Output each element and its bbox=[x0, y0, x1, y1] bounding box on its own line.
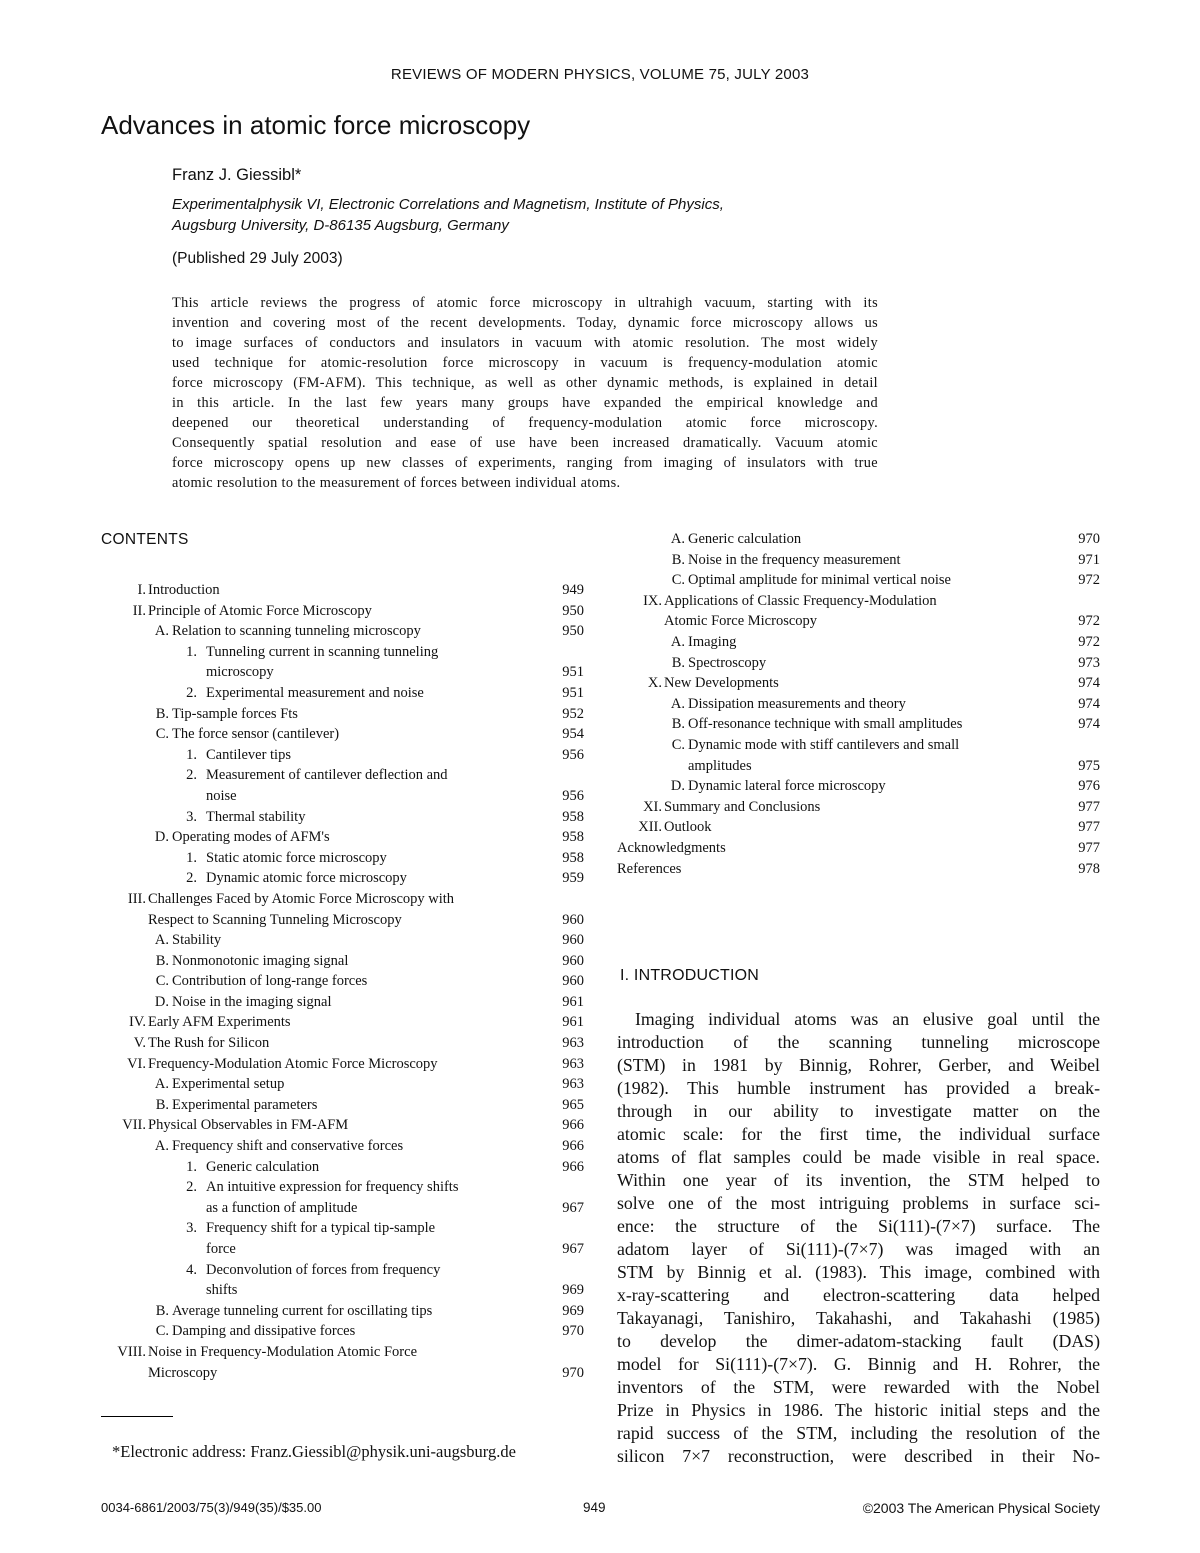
toc-entry-title: Frequency shift for a typical tip-sample bbox=[206, 1220, 436, 1237]
toc-entry-title: shifts bbox=[206, 1282, 238, 1299]
toc-entry-title: Noise in the imaging signal bbox=[172, 993, 332, 1010]
toc-entry-page: 974 bbox=[1078, 716, 1100, 733]
toc-entry-title: Acknowledgments bbox=[617, 839, 726, 856]
toc-entry-page: 975 bbox=[1078, 757, 1100, 774]
toc-entry-title: Generic calculation bbox=[206, 1158, 320, 1175]
toc-entry-title: Dissipation measurements and theory bbox=[688, 695, 906, 712]
toc-entry-page: 960 bbox=[562, 973, 584, 990]
abstract-line: Consequently spatial resolution and ease of use have been increased dramatically. Vacuum atomic bbox=[172, 435, 878, 451]
toc-entry-number: 1. bbox=[186, 849, 197, 866]
toc-entry-title: The Rush for Silicon bbox=[148, 1035, 270, 1052]
toc-entry[interactable] bbox=[617, 817, 1100, 838]
toc-entry-title: force bbox=[206, 1241, 236, 1257]
toc-entry-number: VIII. bbox=[117, 1343, 146, 1360]
toc-entry-title: Atomic Force Microscopy bbox=[664, 613, 818, 630]
toc-entry[interactable] bbox=[101, 1321, 584, 1342]
toc-entry-number: 2. bbox=[186, 870, 197, 887]
toc-entry[interactable] bbox=[101, 1177, 584, 1198]
toc-entry[interactable] bbox=[617, 653, 1100, 674]
toc-entry[interactable] bbox=[101, 1136, 584, 1157]
toc-entry[interactable] bbox=[101, 1260, 584, 1281]
toc-entry-number: 3. bbox=[186, 808, 197, 825]
toc-entry[interactable] bbox=[101, 930, 584, 951]
toc-entry-page: 951 bbox=[562, 664, 584, 681]
toc-entry-page: 961 bbox=[562, 993, 584, 1010]
toc-entry[interactable] bbox=[101, 848, 584, 869]
intro-line: Imaging individual atoms was an elusive goal until the bbox=[635, 1009, 1100, 1029]
toc-entry-title: Contribution of long-range forces bbox=[172, 973, 368, 990]
toc-entry-page: 960 bbox=[562, 952, 584, 969]
toc-entry[interactable] bbox=[101, 1054, 584, 1075]
intro-line: Takayanagi, Tanishiro, Takahashi, and Takahashi (1985) bbox=[617, 1308, 1100, 1328]
toc-entry[interactable] bbox=[101, 1074, 584, 1095]
toc-entry-page: 963 bbox=[562, 1035, 584, 1052]
toc-entry-page: 961 bbox=[562, 1014, 584, 1031]
toc-entry-title: Thermal stability bbox=[206, 808, 306, 825]
intro-line: adatom layer of Si(111)-(7×7) was imaged with an bbox=[617, 1239, 1100, 1259]
toc-entry-page: 973 bbox=[1078, 654, 1100, 671]
toc-entry-title: Dynamic atomic force microscopy bbox=[206, 870, 407, 887]
toc-entry-title: Spectroscopy bbox=[688, 654, 767, 671]
toc-entry-number: I. bbox=[137, 582, 146, 598]
toc-entry[interactable] bbox=[101, 1363, 584, 1384]
toc-entry-page: 972 bbox=[1078, 633, 1100, 650]
toc-entry-page: 951 bbox=[562, 684, 584, 701]
toc-entry-page: 960 bbox=[562, 932, 584, 949]
toc-entry[interactable] bbox=[101, 951, 584, 972]
toc-entry[interactable] bbox=[101, 868, 584, 889]
toc-entry[interactable] bbox=[617, 673, 1100, 694]
toc-entry-title: Tunneling current in scanning tunneling bbox=[206, 643, 439, 660]
abstract-line: deepened our theoretical understanding of frequency-modulation atomic force microscopy. bbox=[172, 415, 878, 431]
toc-entry-page: 972 bbox=[1078, 613, 1100, 630]
toc-entry-page: 970 bbox=[562, 1364, 584, 1381]
intro-line: ence: the structure of the Si(111)-(7×7) surface. The bbox=[617, 1216, 1100, 1236]
toc-entry-number: VII. bbox=[122, 1117, 146, 1134]
toc-entry-page: 970 bbox=[1078, 531, 1100, 547]
toc-entry-title: Experimental measurement and noise bbox=[206, 684, 424, 701]
toc-entry[interactable] bbox=[617, 714, 1100, 735]
intro-line: Within one year of its invention, the STM helped to bbox=[617, 1170, 1100, 1190]
toc-entry-number: C. bbox=[155, 726, 169, 743]
toc-entry[interactable] bbox=[101, 992, 584, 1013]
intro-line: atoms of flat samples could be made visible in real space. bbox=[617, 1147, 1100, 1167]
toc-entry-page: 960 bbox=[562, 911, 584, 928]
toc-entry[interactable] bbox=[617, 735, 1100, 756]
toc-entry-page: 965 bbox=[562, 1096, 584, 1113]
toc-entry[interactable] bbox=[101, 1301, 584, 1322]
abstract-line: to image surfaces of conductors and insulators in vacuum with atomic resolution. The most widely bbox=[172, 335, 878, 351]
toc-entry-title: Summary and Conclusions bbox=[664, 798, 821, 815]
toc-entry-page: 950 bbox=[562, 623, 584, 640]
toc-entry[interactable] bbox=[101, 1342, 584, 1363]
toc-entry-page: 949 bbox=[562, 582, 584, 598]
toc-entry-title: Outlook bbox=[664, 819, 712, 836]
toc-entry-title: Applications of Classic Frequency-Modulation bbox=[664, 592, 937, 609]
toc-entry[interactable] bbox=[101, 745, 584, 766]
toc-entry-number: A. bbox=[670, 633, 685, 650]
toc-entry-title: Relation to scanning tunneling microscopy bbox=[172, 623, 421, 640]
toc-entry[interactable] bbox=[101, 765, 584, 786]
toc-entry-page: 970 bbox=[562, 1323, 584, 1340]
toc-entry-page: 956 bbox=[562, 787, 584, 804]
toc-entry-page: 974 bbox=[1078, 695, 1100, 712]
toc-entry-page: 967 bbox=[562, 1241, 584, 1257]
toc-entry-number: X. bbox=[647, 675, 662, 692]
toc-entry-title: Stability bbox=[172, 932, 222, 949]
section-heading: I. INTRODUCTION bbox=[620, 967, 759, 984]
toc-entry-page: 963 bbox=[562, 1076, 584, 1093]
toc-entry-page: 974 bbox=[1078, 675, 1100, 692]
toc-entry-number: A. bbox=[670, 531, 685, 547]
contents-heading: CONTENTS bbox=[101, 531, 189, 548]
intro-line: (1982). This humble instrument has provided a break- bbox=[617, 1078, 1100, 1098]
abstract-line: used technique for atomic-resolution force microscopy in vacuum is frequency-modulation atomic bbox=[172, 355, 878, 371]
toc-entry[interactable] bbox=[101, 580, 584, 601]
toc-entry-page: 958 bbox=[562, 849, 584, 866]
toc-entry-title: Noise in Frequency-Modulation Atomic Force bbox=[148, 1343, 418, 1360]
toc-entry-title: The force sensor (cantilever) bbox=[172, 726, 340, 743]
abstract-line: force microscopy (FM-AFM). This technique, as well as other dynamic methods, is explained in detail bbox=[172, 375, 878, 391]
toc-entry-page: 963 bbox=[562, 1055, 584, 1072]
toc-entry-number: V. bbox=[133, 1035, 146, 1052]
intro-line: atomic scale: for the first time, the individual surface bbox=[617, 1124, 1100, 1144]
toc-entry-title: Early AFM Experiments bbox=[148, 1014, 291, 1031]
toc-entry-number: 2. bbox=[186, 684, 197, 701]
toc-entry-title: Noise in the frequency measurement bbox=[688, 551, 901, 568]
toc-entry[interactable] bbox=[101, 683, 584, 704]
toc-entry-page: 954 bbox=[562, 726, 584, 743]
toc-entry-number: D. bbox=[154, 993, 169, 1010]
abstract-line: force microscopy opens up new classes of experiments, ranging from imaging of insulators with true bbox=[172, 455, 878, 471]
toc-entry-number: XI. bbox=[643, 798, 662, 815]
toc-entry[interactable] bbox=[617, 756, 1100, 777]
toc-entry-number: A. bbox=[154, 1138, 169, 1155]
toc-entry-title: Frequency-Modulation Atomic Force Microscopy bbox=[148, 1055, 438, 1072]
toc-entry[interactable] bbox=[101, 1239, 584, 1260]
toc-entry[interactable] bbox=[617, 529, 1100, 550]
toc-entry-page: 976 bbox=[1078, 778, 1100, 795]
intro-line: Prize in Physics in 1986. The historic initial steps and the bbox=[617, 1400, 1100, 1420]
toc-entry[interactable] bbox=[101, 1280, 584, 1301]
author-name: Franz J. Giessibl* bbox=[172, 166, 302, 184]
toc-entry-title: Off-resonance technique with small amplitudes bbox=[688, 716, 963, 733]
toc-entry-title: as a function of amplitude bbox=[206, 1199, 358, 1216]
toc-entry-title: amplitudes bbox=[688, 757, 752, 774]
toc-entry-title: Respect to Scanning Tunneling Microscopy bbox=[148, 911, 402, 928]
toc-entry-number: A. bbox=[154, 1076, 169, 1093]
toc-entry-number: 1. bbox=[186, 746, 197, 763]
toc-entry-title: Microscopy bbox=[148, 1364, 218, 1381]
toc-entry-page: 977 bbox=[1078, 798, 1100, 815]
toc-entry[interactable] bbox=[101, 1115, 584, 1136]
toc-entry-number: VI. bbox=[127, 1055, 146, 1072]
toc-entry-title: Tip-sample forces Fts bbox=[172, 705, 298, 722]
toc-entry[interactable] bbox=[617, 591, 1100, 612]
toc-entry[interactable] bbox=[617, 611, 1100, 632]
toc-entry-number: B. bbox=[155, 952, 169, 969]
toc-entry-number: B. bbox=[155, 1096, 169, 1113]
toc-entry[interactable] bbox=[617, 859, 1100, 880]
toc-entry-page: 972 bbox=[1078, 572, 1100, 589]
toc-entry[interactable] bbox=[101, 601, 584, 622]
toc-entry-title: Physical Observables in FM-AFM bbox=[148, 1117, 349, 1134]
intro-line: silicon 7×7 reconstruction, were described in their No- bbox=[617, 1446, 1100, 1466]
toc-entry-title: Measurement of cantilever deflection and bbox=[206, 767, 448, 784]
affiliation-line: Experimentalphysik VI, Electronic Correlations and Magnetism, Institute of Physics, bbox=[172, 196, 724, 213]
intro-line: x-ray-scattering and electron-scattering data helped bbox=[617, 1285, 1100, 1305]
toc-entry-page: 971 bbox=[1078, 551, 1100, 568]
toc-entry-number: XII. bbox=[638, 819, 662, 836]
toc-entry-page: 967 bbox=[562, 1199, 584, 1216]
toc-entry[interactable] bbox=[617, 694, 1100, 715]
toc-entry[interactable] bbox=[101, 1095, 584, 1116]
journal-header: REVIEWS OF MODERN PHYSICS, VOLUME 75, JULY 2003 bbox=[390, 66, 810, 83]
toc-entry[interactable] bbox=[101, 910, 584, 931]
toc-entry-page: 966 bbox=[562, 1117, 584, 1134]
toc-entry-page: 959 bbox=[562, 870, 584, 887]
toc-entry-number: IV. bbox=[128, 1014, 146, 1031]
toc-entry[interactable] bbox=[101, 786, 584, 807]
toc-entry-number: IX. bbox=[643, 592, 662, 609]
intro-line: inventors of the STM, were rewarded with the Nobel bbox=[617, 1377, 1100, 1397]
toc-entry-number: III. bbox=[127, 890, 146, 907]
toc-entry-page: 958 bbox=[562, 808, 584, 825]
toc-entry-number: B. bbox=[671, 551, 685, 568]
toc-entry[interactable] bbox=[101, 662, 584, 683]
toc-entry-number: 4. bbox=[186, 1261, 197, 1278]
toc-entry-title: Experimental setup bbox=[172, 1076, 285, 1093]
toc-entry[interactable] bbox=[101, 827, 584, 848]
toc-entry-number: C. bbox=[155, 973, 169, 990]
toc-entry-page: 977 bbox=[1078, 819, 1100, 836]
toc-entry-number: 3. bbox=[186, 1220, 197, 1237]
toc-entry-number: C. bbox=[155, 1323, 169, 1340]
toc-entry-title: Optimal amplitude for minimal vertical noise bbox=[688, 572, 951, 589]
toc-entry-number: C. bbox=[671, 572, 685, 589]
toc-entry[interactable] bbox=[101, 621, 584, 642]
toc-entry-title: An intuitive expression for frequency shifts bbox=[206, 1179, 459, 1196]
toc-entry-title: Dynamic mode with stiff cantilevers and small bbox=[688, 736, 960, 753]
toc-entry-title: Nonmonotonic imaging signal bbox=[172, 952, 349, 969]
toc-entry-number: B. bbox=[155, 1302, 169, 1319]
toc-entry[interactable] bbox=[617, 776, 1100, 797]
toc-entry[interactable] bbox=[101, 971, 584, 992]
toc-entry-title: microscopy bbox=[206, 664, 274, 681]
publication-date: (Published 29 July 2003) bbox=[172, 250, 343, 267]
toc-entry-title: Static atomic force microscopy bbox=[206, 849, 387, 866]
toc-entry-title: Generic calculation bbox=[688, 531, 802, 547]
toc-entry-number: A. bbox=[670, 695, 685, 712]
toc-entry-number: 1. bbox=[186, 643, 197, 660]
toc-entry[interactable] bbox=[101, 704, 584, 725]
toc-entry[interactable] bbox=[101, 889, 584, 910]
toc-entry[interactable] bbox=[101, 1157, 584, 1178]
intro-line: through in our ability to investigate matter on the bbox=[617, 1101, 1100, 1121]
toc-entry[interactable] bbox=[617, 838, 1100, 859]
intro-line: to develop the dimer-adatom-stacking fault (DAS) bbox=[617, 1331, 1100, 1351]
toc-entry-number: A. bbox=[154, 623, 169, 640]
toc-entry-page: 952 bbox=[562, 705, 584, 722]
toc-entry-page: 978 bbox=[1078, 860, 1100, 877]
intro-line: model for Si(111)-(7×7). G. Binnig and H. Rohrer, the bbox=[617, 1354, 1100, 1374]
table-of-contents-left bbox=[101, 580, 584, 1383]
toc-entry-number: D. bbox=[154, 829, 169, 846]
footer-copyright: ©2003 The American Physical Society bbox=[862, 1500, 1100, 1516]
toc-entry-title: New Developments bbox=[664, 675, 779, 692]
abstract-line: This article reviews the progress of atomic force microscopy in ultrahigh vacuum, starting with its bbox=[172, 295, 878, 311]
toc-entry-number: B. bbox=[671, 716, 685, 733]
toc-entry-title: Damping and dissipative forces bbox=[172, 1323, 356, 1340]
abstract bbox=[172, 293, 878, 493]
toc-entry-title: Deconvolution of forces from frequency bbox=[206, 1261, 441, 1278]
intro-line: solve one of the most intriguing problems in surface sci- bbox=[617, 1193, 1100, 1213]
toc-entry-title: Cantilever tips bbox=[206, 746, 291, 763]
toc-entry-page: 969 bbox=[562, 1282, 584, 1299]
toc-entry[interactable] bbox=[617, 632, 1100, 653]
toc-entry-number: 1. bbox=[186, 1158, 197, 1175]
toc-entry-number: B. bbox=[671, 654, 685, 671]
table-of-contents-right bbox=[617, 529, 1100, 879]
footer-page-number: 949 bbox=[583, 1500, 606, 1515]
toc-entry[interactable] bbox=[617, 570, 1100, 591]
toc-entry-title: Operating modes of AFM's bbox=[172, 829, 330, 846]
footer-issn: 0034-6861/2003/75(3)/949(35)/$35.00 bbox=[101, 1500, 322, 1515]
toc-entry-title: Experimental parameters bbox=[172, 1096, 318, 1113]
toc-entry-page: 966 bbox=[562, 1158, 584, 1175]
toc-entry-page: 950 bbox=[562, 602, 584, 619]
toc-entry[interactable] bbox=[617, 550, 1100, 571]
abstract-line: invention and covering most of the recent developments. Today, dynamic force microscopy allows us bbox=[172, 315, 878, 331]
toc-entry-number: C. bbox=[671, 736, 685, 753]
abstract-line: atomic resolution to the measurement of forces between individual atoms. bbox=[172, 475, 621, 491]
toc-entry-title: Introduction bbox=[148, 582, 220, 598]
toc-entry-title: Challenges Faced by Atomic Force Microscopy with bbox=[148, 890, 455, 907]
toc-entry-number: 2. bbox=[186, 767, 197, 784]
toc-entry[interactable] bbox=[101, 1198, 584, 1219]
intro-line: STM by Binnig et al. (1983). This image, combined with bbox=[617, 1262, 1100, 1282]
toc-entry[interactable] bbox=[101, 1033, 584, 1054]
intro-paragraph bbox=[617, 1008, 1100, 1468]
intro-line: (STM) in 1981 by Binnig, Rohrer, Gerber, and Weibel bbox=[617, 1055, 1100, 1075]
footnote: *Electronic address: Franz.Giessibl@physik.uni-augsburg.de bbox=[112, 1442, 516, 1461]
toc-entry-title: References bbox=[617, 860, 682, 877]
toc-entry[interactable] bbox=[101, 642, 584, 663]
toc-entry-number: A. bbox=[154, 932, 169, 949]
toc-entry-title: Frequency shift and conservative forces bbox=[172, 1138, 404, 1155]
toc-entry-number: B. bbox=[155, 705, 169, 722]
toc-entry-page: 977 bbox=[1078, 839, 1100, 856]
toc-entry-page: 966 bbox=[562, 1138, 584, 1155]
toc-entry-number: 2. bbox=[186, 1179, 197, 1196]
affiliation-line: Augsburg University, D-86135 Augsburg, Germany bbox=[172, 217, 509, 234]
toc-entry-title: Imaging bbox=[688, 633, 737, 650]
toc-entry[interactable] bbox=[101, 807, 584, 828]
intro-line: rapid success of the STM, including the resolution of the bbox=[617, 1423, 1100, 1443]
toc-entry-title: Principle of Atomic Force Microscopy bbox=[148, 602, 372, 619]
toc-entry-page: 958 bbox=[562, 829, 584, 846]
toc-entry-title: Dynamic lateral force microscopy bbox=[688, 778, 886, 795]
toc-entry-page: 956 bbox=[562, 746, 584, 763]
footnote-rule bbox=[101, 1416, 173, 1417]
toc-entry-number: II. bbox=[132, 602, 146, 619]
toc-entry[interactable] bbox=[101, 1218, 584, 1239]
toc-entry-page: 969 bbox=[562, 1302, 584, 1319]
paper-title: Advances in atomic force microscopy bbox=[101, 110, 531, 140]
toc-entry-number: D. bbox=[670, 778, 685, 795]
intro-line: introduction of the scanning tunneling microscope bbox=[617, 1032, 1100, 1052]
abstract-line: in this article. In the last few years many groups have expanded the empirical knowledge and bbox=[172, 395, 878, 411]
toc-entry[interactable] bbox=[617, 797, 1100, 818]
toc-entry[interactable] bbox=[101, 1012, 584, 1033]
toc-entry-title: noise bbox=[206, 787, 237, 804]
toc-entry[interactable] bbox=[101, 724, 584, 745]
toc-entry-title: Average tunneling current for oscillating tips bbox=[172, 1302, 433, 1319]
